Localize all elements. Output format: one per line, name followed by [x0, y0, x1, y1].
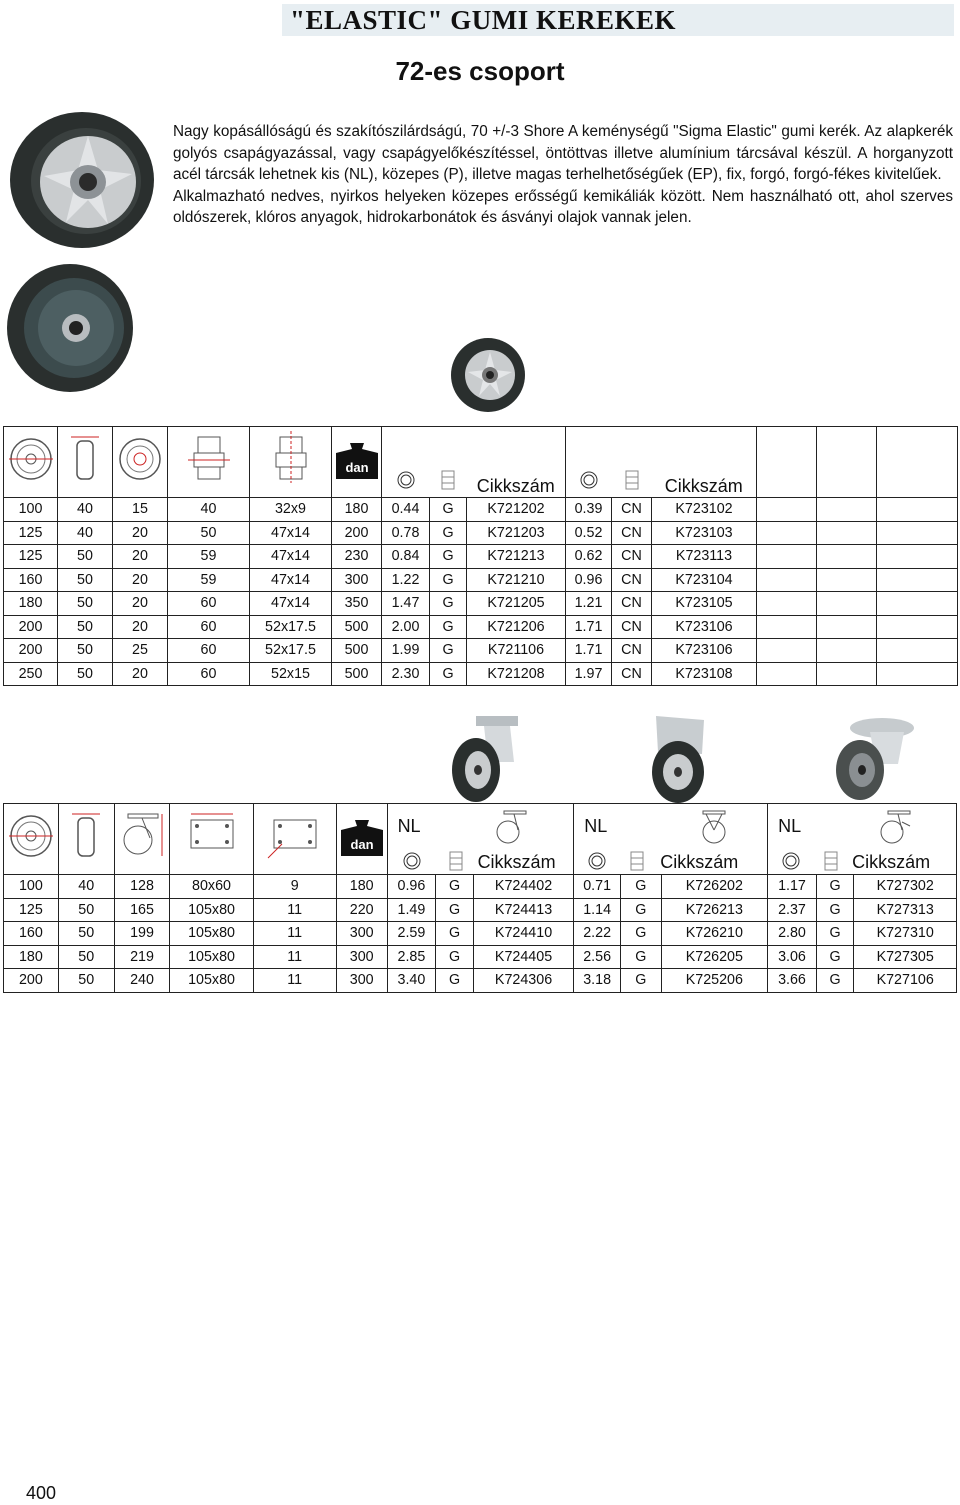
table-cell: G	[436, 922, 474, 946]
table-cell: 300	[336, 945, 387, 969]
table-cell: 125	[4, 898, 59, 922]
table-cell: 300	[336, 969, 387, 993]
table-cell: K727106	[854, 969, 957, 993]
table-cell: CN	[612, 568, 652, 592]
table-cell: K726213	[661, 898, 768, 922]
table-cell: 180	[336, 875, 387, 899]
wheel-spec-table-body	[4, 498, 958, 686]
table-cell: 3.40	[387, 969, 436, 993]
table-cell: 2.56	[574, 945, 621, 969]
code-header-3: Cikkszám	[852, 852, 931, 872]
table-cell: 1.49	[387, 898, 436, 922]
table-cell-empty	[817, 545, 877, 569]
table-cell: 40	[58, 521, 113, 545]
table-cell: K723113	[652, 545, 757, 569]
caster-swivel-photo	[448, 714, 528, 806]
table-cell: K725206	[661, 969, 768, 993]
table-row	[4, 545, 958, 569]
table-cell: 2.22	[574, 922, 621, 946]
table-cell: 40	[168, 498, 250, 522]
table-cell: 47x14	[250, 521, 332, 545]
table-cell: 0.52	[566, 521, 612, 545]
table-cell-empty	[877, 662, 958, 686]
table-cell: G	[620, 922, 661, 946]
table-cell: CN	[612, 545, 652, 569]
table-cell: 105x80	[170, 969, 253, 993]
table-row	[4, 662, 958, 686]
plate-size-icon	[177, 804, 247, 864]
header-cell	[817, 427, 877, 498]
wheel-diameter-icon	[5, 804, 57, 864]
table-cell: 3.06	[768, 945, 817, 969]
table-cell: 50	[58, 969, 114, 993]
table-cell: G	[620, 945, 661, 969]
table-cell: 350	[332, 592, 382, 616]
table-cell: 180	[332, 498, 382, 522]
table-cell: 500	[332, 639, 382, 663]
header-cell	[467, 427, 566, 498]
table-cell: 1.71	[566, 639, 612, 663]
table-cell: 100	[4, 875, 59, 899]
table-cell-empty	[877, 639, 958, 663]
table-cell-empty	[877, 545, 958, 569]
caster-brake-icon	[876, 808, 916, 848]
table-cell: 40	[58, 498, 113, 522]
table-cell-empty	[817, 568, 877, 592]
table-cell: 1.71	[566, 615, 612, 639]
header-cell	[336, 804, 387, 875]
table-row	[4, 639, 958, 663]
header-cell	[168, 427, 250, 498]
table-cell: G	[436, 969, 474, 993]
table-cell: 199	[114, 922, 170, 946]
header-cell	[58, 804, 114, 875]
load-weight-icon	[334, 437, 380, 481]
bolt-hole-icon	[260, 804, 330, 864]
table-cell: CN	[612, 521, 652, 545]
table-cell: G	[816, 969, 854, 993]
table-cell: 500	[332, 662, 382, 686]
table-cell: 100	[4, 498, 58, 522]
table-cell-empty	[757, 615, 817, 639]
table-cell: 125	[4, 521, 58, 545]
table-cell: 20	[113, 592, 168, 616]
bearing-type-icon	[824, 851, 838, 871]
table-cell: 60	[168, 639, 250, 663]
table-cell: 20	[113, 615, 168, 639]
wheel-width-icon	[59, 427, 111, 487]
table-cell: K724405	[473, 945, 573, 969]
table-cell: K723108	[652, 662, 757, 686]
load-unit-label: dan	[350, 837, 374, 852]
table-cell: 2.00	[382, 615, 430, 639]
table-cell: K721202	[467, 498, 566, 522]
table-cell: 1.21	[566, 592, 612, 616]
header-cell	[768, 804, 957, 875]
table-cell-empty	[817, 498, 877, 522]
table-row	[4, 898, 957, 922]
table-cell: 200	[332, 521, 382, 545]
table-cell: 2.30	[382, 662, 430, 686]
table-cell: 9	[253, 875, 336, 899]
table-row	[4, 969, 957, 993]
header-cell	[612, 427, 652, 498]
table-cell: 50	[58, 662, 113, 686]
table-cell: K721213	[467, 545, 566, 569]
group-label-2: NL	[584, 816, 608, 836]
table-cell: 52x17.5	[250, 639, 332, 663]
table-cell: 40	[58, 875, 114, 899]
table-cell: K727302	[854, 875, 957, 899]
table-cell: 2.80	[768, 922, 817, 946]
table-cell-empty	[757, 568, 817, 592]
weight-kg-icon	[587, 851, 607, 871]
table-cell: 50	[58, 545, 113, 569]
table-cell: 60	[168, 592, 250, 616]
header-cell	[253, 804, 336, 875]
table-cell: 3.18	[574, 969, 621, 993]
table-cell: 0.84	[382, 545, 430, 569]
header-cell	[4, 427, 58, 498]
table-cell: 160	[4, 568, 58, 592]
code-header-1: Cikkszám	[477, 852, 556, 872]
table-cell: CN	[612, 615, 652, 639]
hub-icon	[114, 427, 166, 487]
weight-kg-icon	[781, 851, 801, 871]
table-cell: 230	[332, 545, 382, 569]
table-cell: G	[816, 898, 854, 922]
table-cell: 105x80	[170, 898, 253, 922]
table-cell-empty	[817, 615, 877, 639]
table-cell: 50	[58, 945, 114, 969]
table-cell: 59	[168, 568, 250, 592]
table-cell: 11	[253, 945, 336, 969]
table-cell: 20	[113, 662, 168, 686]
table-cell: K721106	[467, 639, 566, 663]
table-cell: G	[430, 662, 467, 686]
table-cell: 60	[168, 615, 250, 639]
wheel-diameter-icon	[5, 427, 57, 487]
code-header-1: Cikkszám	[476, 476, 555, 496]
table-cell-empty	[757, 498, 817, 522]
table-cell: K723106	[652, 639, 757, 663]
bearing-icon	[256, 427, 326, 487]
table-cell: 11	[253, 898, 336, 922]
table-cell: G	[430, 545, 467, 569]
code-header-2: Cikkszám	[664, 476, 743, 496]
table-cell: 200	[4, 969, 59, 993]
header-cell	[387, 804, 574, 875]
table-cell: 2.37	[768, 898, 817, 922]
table-cell: 160	[4, 922, 59, 946]
page-number: 400	[26, 1483, 57, 1503]
header-cell	[250, 427, 332, 498]
table-cell: 50	[58, 898, 114, 922]
table-cell: 240	[114, 969, 170, 993]
table-row	[4, 615, 958, 639]
table-cell: 220	[336, 898, 387, 922]
table-cell: 20	[113, 568, 168, 592]
table-cell-empty	[817, 662, 877, 686]
load-weight-icon	[339, 814, 385, 858]
table-cell: 50	[58, 615, 113, 639]
table-cell: K721206	[467, 615, 566, 639]
table-cell: G	[816, 875, 854, 899]
table-cell: 219	[114, 945, 170, 969]
header-cell	[652, 427, 757, 498]
table-cell: K724402	[473, 875, 573, 899]
table-cell-empty	[877, 521, 958, 545]
caster-fixed-photo	[644, 714, 718, 806]
table-cell-empty	[757, 662, 817, 686]
table-cell: 250	[4, 662, 58, 686]
caster-spec-table	[3, 803, 957, 993]
table-cell: K724410	[473, 922, 573, 946]
table-cell: G	[430, 639, 467, 663]
table-cell: K721208	[467, 662, 566, 686]
caster-spec-table-body	[4, 875, 957, 993]
header-cell	[114, 804, 170, 875]
table-cell: G	[436, 945, 474, 969]
hub-length-icon	[174, 427, 244, 487]
table-cell: 0.78	[382, 521, 430, 545]
wheel-photo-steel	[4, 260, 144, 400]
table-cell: 50	[58, 639, 113, 663]
table-cell: 50	[58, 922, 114, 946]
table-header-row	[4, 804, 957, 875]
description-paragraph-2: Alkalmazható nedves, nyirkos helyeken közepes erősségű kemikáliák között. Nem használható ott, ahol szerves oldószerek, klóros anyagok, hidrokarbonátok és ásványi olajok vannak jelen.	[173, 187, 953, 227]
table-cell: 0.44	[382, 498, 430, 522]
table-cell: 25	[113, 639, 168, 663]
table-cell: G	[430, 498, 467, 522]
table-cell: 1.17	[768, 875, 817, 899]
header-cell	[332, 427, 382, 498]
table-row	[4, 875, 957, 899]
page-title: "ELASTIC" GUMI KEREKEK	[290, 5, 677, 35]
caster-fixed-icon	[694, 808, 734, 848]
table-cell-empty	[757, 639, 817, 663]
bearing-type-icon	[625, 470, 639, 490]
table-cell: 50	[168, 521, 250, 545]
table-row	[4, 592, 958, 616]
header-cell	[170, 804, 253, 875]
bearing-type-icon	[630, 851, 644, 871]
header-cell	[430, 427, 467, 498]
table-cell: CN	[612, 662, 652, 686]
table-cell-empty	[877, 568, 958, 592]
header-cell	[574, 804, 768, 875]
table-cell: 1.22	[382, 568, 430, 592]
header-cell	[877, 427, 958, 498]
table-cell: K721210	[467, 568, 566, 592]
table-cell: 300	[336, 922, 387, 946]
table-cell: 2.85	[387, 945, 436, 969]
table-cell: G	[430, 568, 467, 592]
table-cell: 11	[253, 922, 336, 946]
table-cell-empty	[757, 592, 817, 616]
table-cell: 60	[168, 662, 250, 686]
table-cell: 47x14	[250, 568, 332, 592]
description	[173, 121, 953, 229]
table-cell: 200	[4, 639, 58, 663]
table-cell: G	[816, 922, 854, 946]
weight-kg-icon	[402, 851, 422, 871]
code-header-2: Cikkszám	[660, 852, 739, 872]
table-cell: 50	[58, 592, 113, 616]
table-cell: K723105	[652, 592, 757, 616]
table-cell: K721205	[467, 592, 566, 616]
table-cell: G	[816, 945, 854, 969]
weight-kg-icon	[579, 470, 599, 490]
table-cell: 47x14	[250, 592, 332, 616]
table-cell: K721203	[467, 521, 566, 545]
table-cell-empty	[757, 545, 817, 569]
header-cell	[757, 427, 817, 498]
table-cell: G	[430, 615, 467, 639]
table-cell: 180	[4, 592, 58, 616]
table-cell: 3.66	[768, 969, 817, 993]
table-cell: 0.39	[566, 498, 612, 522]
table-cell: G	[436, 898, 474, 922]
table-cell: CN	[612, 639, 652, 663]
table-cell: 32x9	[250, 498, 332, 522]
table-cell: 180	[4, 945, 59, 969]
table-cell: G	[620, 969, 661, 993]
group-label-3: NL	[778, 816, 802, 836]
header-cell	[58, 427, 113, 498]
table-cell: K723106	[652, 615, 757, 639]
table-cell: K723104	[652, 568, 757, 592]
table-cell: 1.47	[382, 592, 430, 616]
load-unit-label: dan	[344, 460, 369, 475]
wheel-photo-aluminium	[2, 108, 167, 250]
table-cell: K727310	[854, 922, 957, 946]
table-cell: 200	[4, 615, 58, 639]
table-row	[4, 945, 957, 969]
table-cell-empty	[877, 592, 958, 616]
table-cell: 1.99	[382, 639, 430, 663]
table-cell: CN	[612, 592, 652, 616]
wheel-photo-small	[448, 336, 528, 414]
table-cell: K726210	[661, 922, 768, 946]
table-cell-empty	[757, 521, 817, 545]
table-cell-empty	[877, 615, 958, 639]
table-cell: 1.97	[566, 662, 612, 686]
table-cell: 300	[332, 568, 382, 592]
table-cell-empty	[817, 592, 877, 616]
table-row	[4, 498, 958, 522]
table-row	[4, 521, 958, 545]
table-cell-empty	[817, 639, 877, 663]
wheel-width-icon	[60, 804, 112, 864]
table-cell: 20	[113, 521, 168, 545]
table-cell: G	[430, 521, 467, 545]
table-cell: K727305	[854, 945, 957, 969]
caster-swivel-icon	[492, 808, 532, 848]
table-cell-empty	[817, 521, 877, 545]
table-cell: 52x15	[250, 662, 332, 686]
bearing-type-icon	[449, 851, 463, 871]
table-cell: 0.62	[566, 545, 612, 569]
table-cell: 80x60	[170, 875, 253, 899]
caster-height-icon	[116, 804, 168, 864]
table-cell: 0.96	[566, 568, 612, 592]
table-cell-empty	[877, 498, 958, 522]
table-cell: K723102	[652, 498, 757, 522]
table-cell: K723103	[652, 521, 757, 545]
table-cell: 15	[113, 498, 168, 522]
table-cell: K727313	[854, 898, 957, 922]
table-cell: 2.59	[387, 922, 436, 946]
header-cell	[4, 804, 59, 875]
description-paragraph-1: Nagy kopásállóságú és szakítószilárdságú, 70 +/-3 Shore A keménységű "Sigma Elastic" gumi kerék. Az alapkerék golyós csapágyazással, vagy csapágyelőkészítéssel, öntöttvas illetve alumínium tárcsával készül. A horganyzott acél tárcsák lehetnek kis (NL), közepes (P), illetve magas terhelhetőségűek (EP), fix, forgó, forgó-fékes kivitelűek.	[173, 123, 953, 184]
table-cell: K724306	[473, 969, 573, 993]
table-cell: K726202	[661, 875, 768, 899]
table-cell: 105x80	[170, 922, 253, 946]
header-cell	[382, 427, 430, 498]
table-cell: CN	[612, 498, 652, 522]
table-cell: 11	[253, 969, 336, 993]
table-cell: 1.14	[574, 898, 621, 922]
table-cell: 52x17.5	[250, 615, 332, 639]
table-cell: 20	[113, 545, 168, 569]
header-cell	[113, 427, 168, 498]
group-label-1: NL	[397, 816, 421, 836]
header-cell	[566, 427, 612, 498]
table-cell: G	[436, 875, 474, 899]
table-cell: K724413	[473, 898, 573, 922]
table-header-row	[4, 427, 958, 498]
table-cell: 500	[332, 615, 382, 639]
caster-brake-photo	[826, 714, 918, 804]
weight-kg-icon	[396, 470, 416, 490]
table-row	[4, 922, 957, 946]
table-cell: K726205	[661, 945, 768, 969]
table-cell: 0.71	[574, 875, 621, 899]
table-cell: 125	[4, 545, 58, 569]
page-subtitle: 72-es csoport	[395, 56, 565, 86]
table-cell: 50	[58, 568, 113, 592]
table-cell: 165	[114, 898, 170, 922]
table-cell: G	[620, 875, 661, 899]
table-cell: 105x80	[170, 945, 253, 969]
table-cell: G	[430, 592, 467, 616]
table-cell: G	[620, 898, 661, 922]
table-cell: 47x14	[250, 545, 332, 569]
wheel-spec-table	[3, 426, 958, 686]
table-row	[4, 568, 958, 592]
table-cell: 128	[114, 875, 170, 899]
table-cell: 59	[168, 545, 250, 569]
table-cell: 0.96	[387, 875, 436, 899]
bearing-type-icon	[441, 470, 455, 490]
